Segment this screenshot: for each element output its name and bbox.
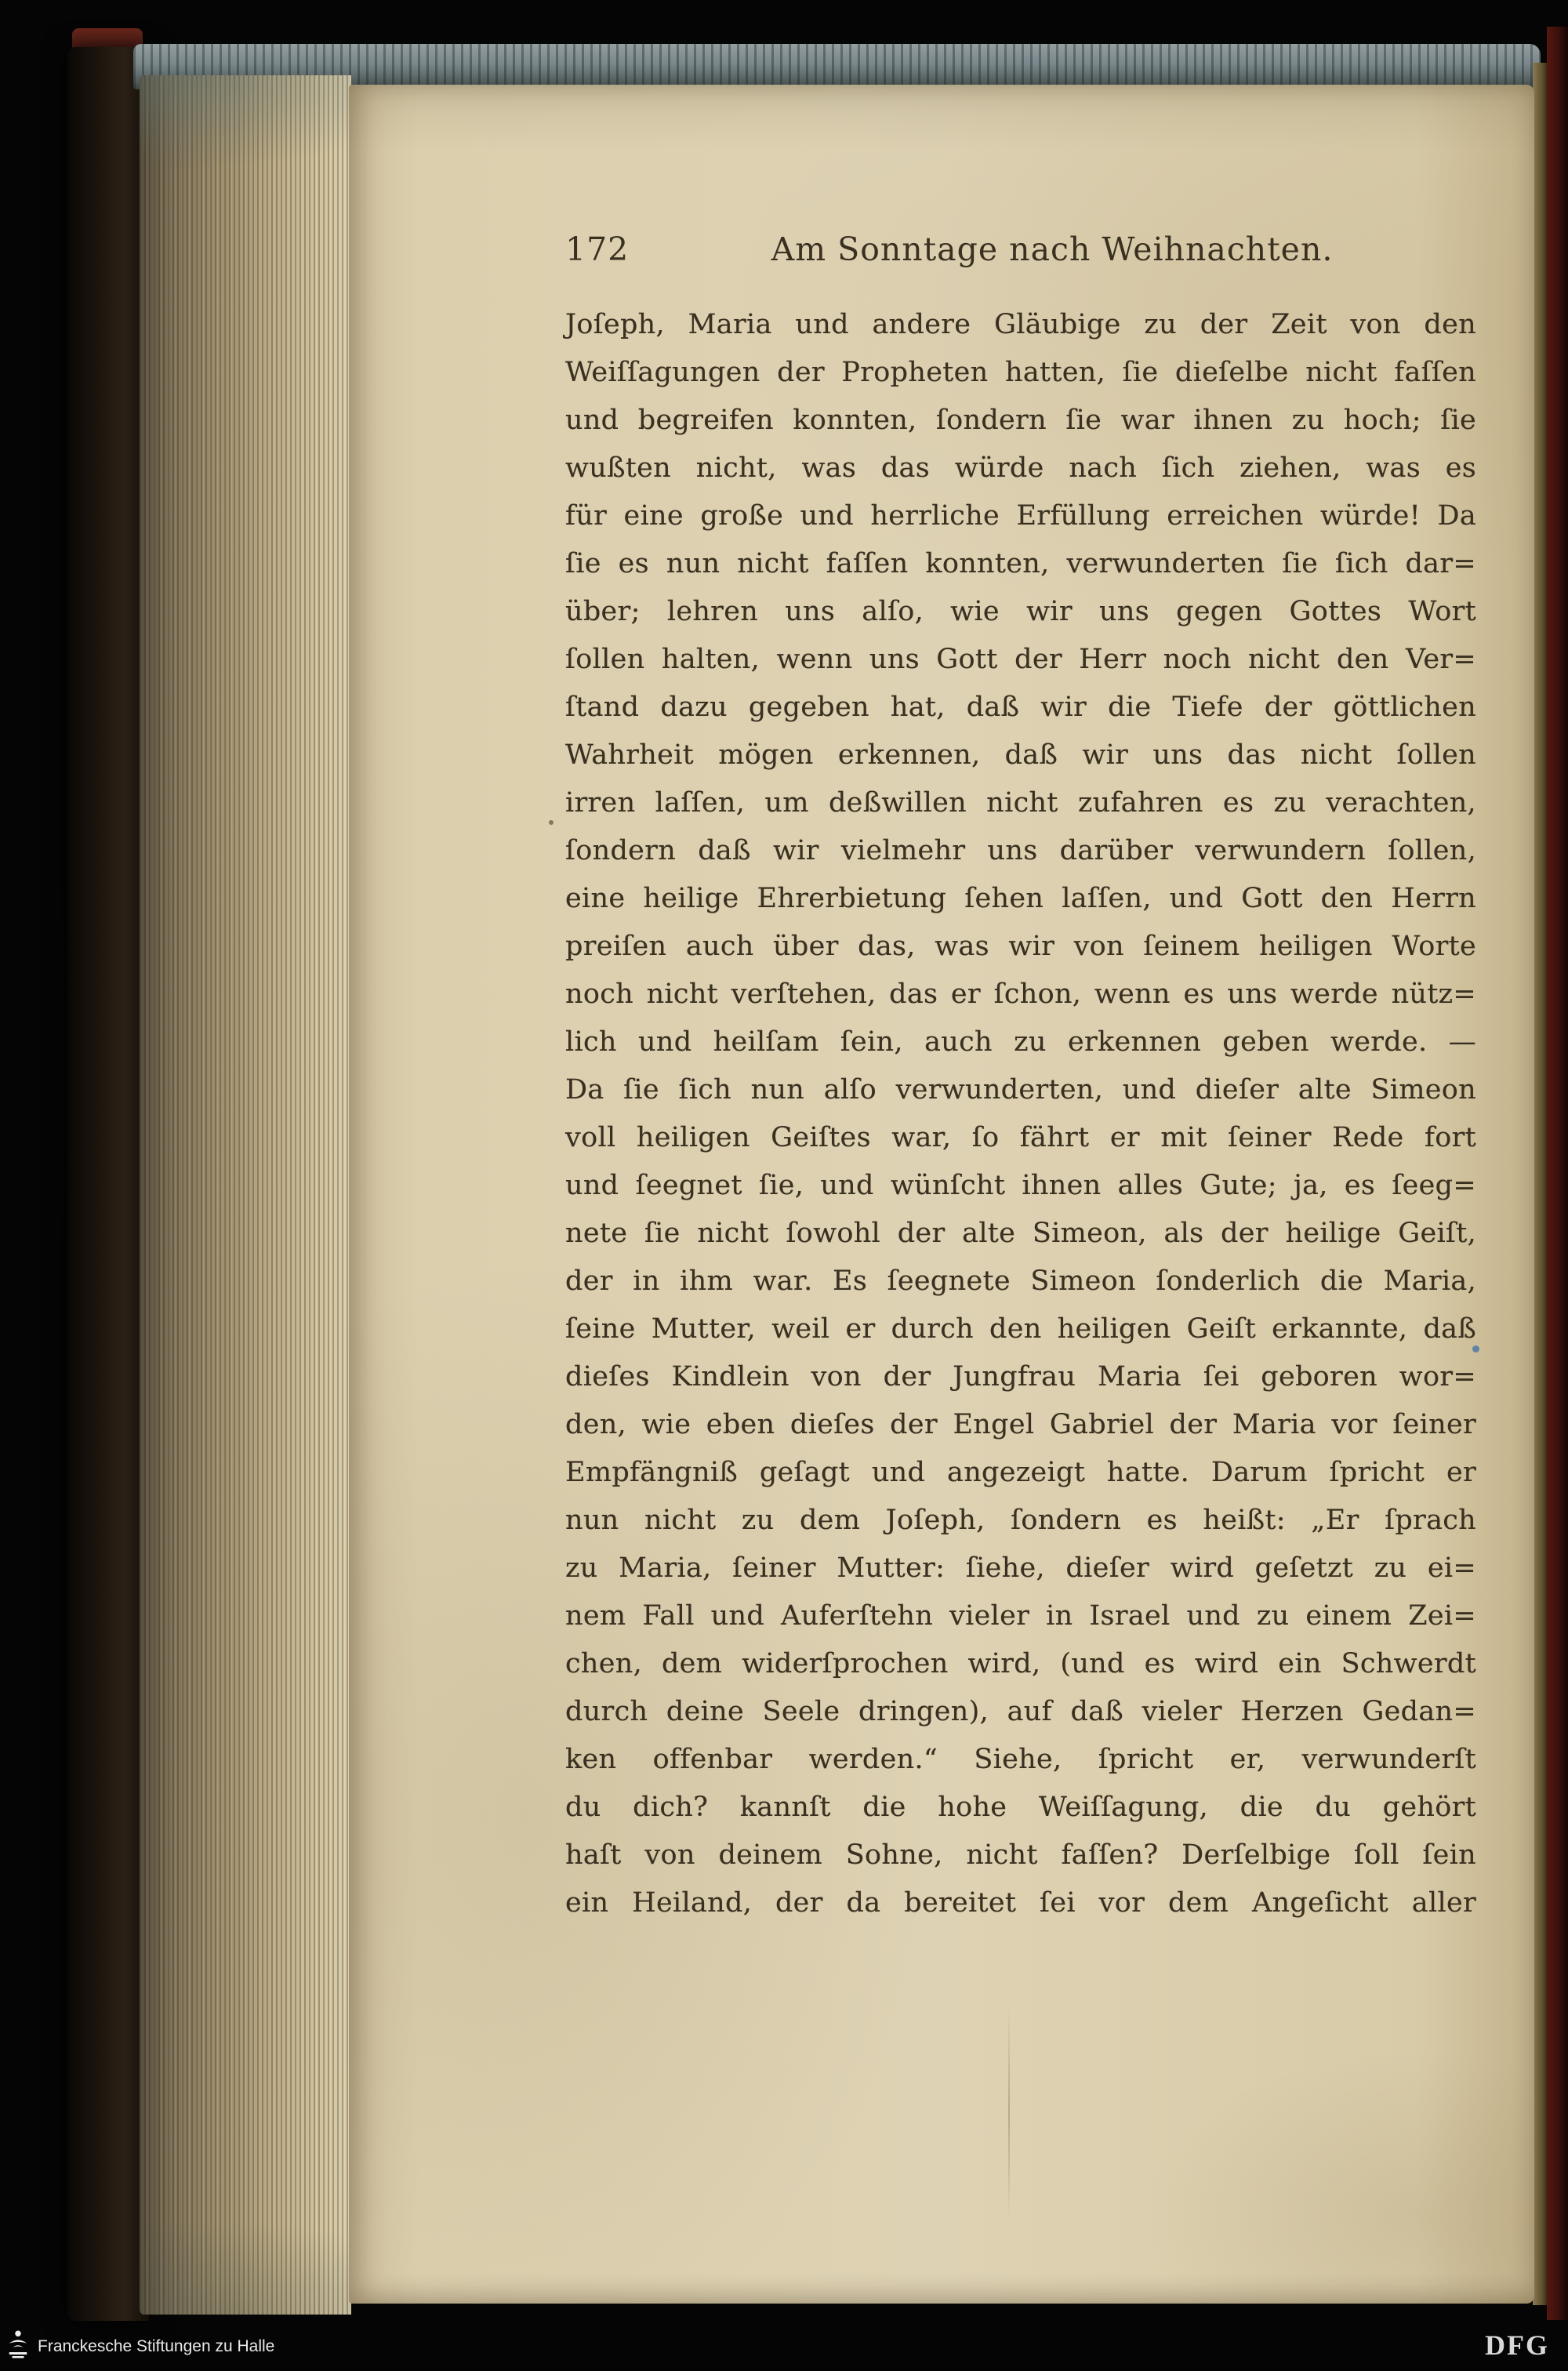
running-header xyxy=(565,231,1476,268)
archive-watermark xyxy=(6,2329,274,2365)
page-text xyxy=(565,301,1476,1927)
text-line: Da ſie ſich nun alſo verwunderten, und dieſer alte Simeon xyxy=(565,1074,1476,1106)
margin-ink-dot xyxy=(549,820,554,825)
book-page xyxy=(349,85,1534,2304)
text-line: ein Heiland, der da bereitet ſei vor dem Angeſicht aller xyxy=(565,1887,1476,1919)
text-line: nete ſie nicht ſowohl der alte Simeon, als der heilige Geiſt, xyxy=(565,1218,1476,1249)
text-line: dieſes Kindlein von der Jungfrau Maria ſei geboren wor= xyxy=(565,1361,1476,1392)
text-line: über; lehren uns alſo, wie wir uns gegen Gottes Wort xyxy=(565,596,1476,627)
text-line: Joſeph, Maria und andere Gläubige zu der Zeit von den xyxy=(565,309,1476,340)
text-line: haſt von deinem Sohne, nicht faſſen? Derſelbige ſoll ſein xyxy=(565,1839,1476,1871)
book-right-cover xyxy=(1547,27,1568,2320)
archive-name: Franckesche Stiftungen zu Halle xyxy=(38,2337,275,2355)
text-line: chen, dem widerſprochen wird, (und es wird ein Schwerdt xyxy=(565,1648,1476,1679)
text-line: für eine große und herrliche Erfüllung erreichen würde! Da xyxy=(565,500,1476,532)
page-content xyxy=(565,231,1476,1927)
text-line: preiſen auch über das, was wir von ſeinem heiligen Worte xyxy=(565,931,1476,962)
book-left-cover xyxy=(67,47,149,2321)
text-line: ſie es nun nicht faſſen konnten, verwunderten ſie ſich dar= xyxy=(565,548,1476,579)
text-line: du dich? kannſt die hohe Weiſſagung, die du gehört xyxy=(565,1792,1476,1823)
page-edges-stack xyxy=(140,75,351,2315)
text-line: durch deine Seele dringen), auf daß vieler Herzen Gedan= xyxy=(565,1696,1476,1727)
text-line: zu Maria, ſeiner Mutter: ſiehe, dieſer wird geſetzt zu ei= xyxy=(565,1552,1476,1584)
page-number: 172 xyxy=(565,231,630,268)
blue-ink-dot xyxy=(1472,1345,1479,1353)
book-right-fore-edge xyxy=(1533,63,1548,2305)
text-line: noch nicht verſtehen, das er ſchon, wenn es uns werde nütz= xyxy=(565,979,1476,1010)
text-line: lich und heilſam ſein, auch zu erkennen geben werde. — xyxy=(565,1026,1476,1058)
text-line: und ſeegnet ſie, und wünſcht ihnen alles Gute; ja, es ſeeg= xyxy=(565,1170,1476,1201)
text-line: Wahrheit mögen erkennen, daß wir uns das nicht ſollen xyxy=(565,739,1476,771)
franckesche-logo-icon xyxy=(6,2329,30,2365)
text-line: Empfängniß geſagt und angezeigt hatte. Darum ſpricht er xyxy=(565,1457,1476,1488)
text-line: Weiſſagungen der Propheten hatten, ſie dieſelbe nicht faſſen xyxy=(565,357,1476,388)
text-line: wußten nicht, was das würde nach ſich ziehen, was es xyxy=(565,452,1476,484)
chapter-title: Am Sonntage nach Weihnachten. xyxy=(771,231,1334,268)
text-line: nem Fall und Auferſtehn vieler in Israel und zu einem Zei= xyxy=(565,1600,1476,1632)
text-line: ſondern daß wir vielmehr uns darüber verwundern ſollen, xyxy=(565,835,1476,866)
text-line: ſollen halten, wenn uns Gott der Herr noch nicht den Ver= xyxy=(565,644,1476,675)
text-line: ken offenbar werden.“ Siehe, ſpricht er, verwunderſt xyxy=(565,1744,1476,1775)
text-line: nun nicht zu dem Joſeph, ſondern es heißt: „Er ſprach xyxy=(565,1505,1476,1536)
text-line: irren laſſen, um deßwillen nicht zufahren es zu verachten, xyxy=(565,787,1476,819)
text-line: voll heiligen Geiſtes war, ſo fährt er mit ſeiner Rede fort xyxy=(565,1122,1476,1153)
dfg-logo: DFG xyxy=(1485,2329,1549,2361)
paper-crease xyxy=(1008,2007,1010,2219)
text-line: eine heilige Ehrerbietung ſehen laſſen, und Gott den Herrn xyxy=(565,883,1476,914)
text-line: und begreifen konnten, ſondern ſie war ihnen zu hoch; ſie xyxy=(565,405,1476,436)
text-line: ſeine Mutter, weil er durch den heiligen Geiſt erkannte, daß xyxy=(565,1313,1476,1345)
text-line: den, wie eben dieſes der Engel Gabriel der Maria vor ſeiner xyxy=(565,1409,1476,1440)
text-line: der in ihm war. Es ſeegnete Simeon ſonderlich die Maria, xyxy=(565,1265,1476,1297)
text-line: ſtand dazu gegeben hat, daß wir die Tiefe der göttlichen xyxy=(565,692,1476,723)
